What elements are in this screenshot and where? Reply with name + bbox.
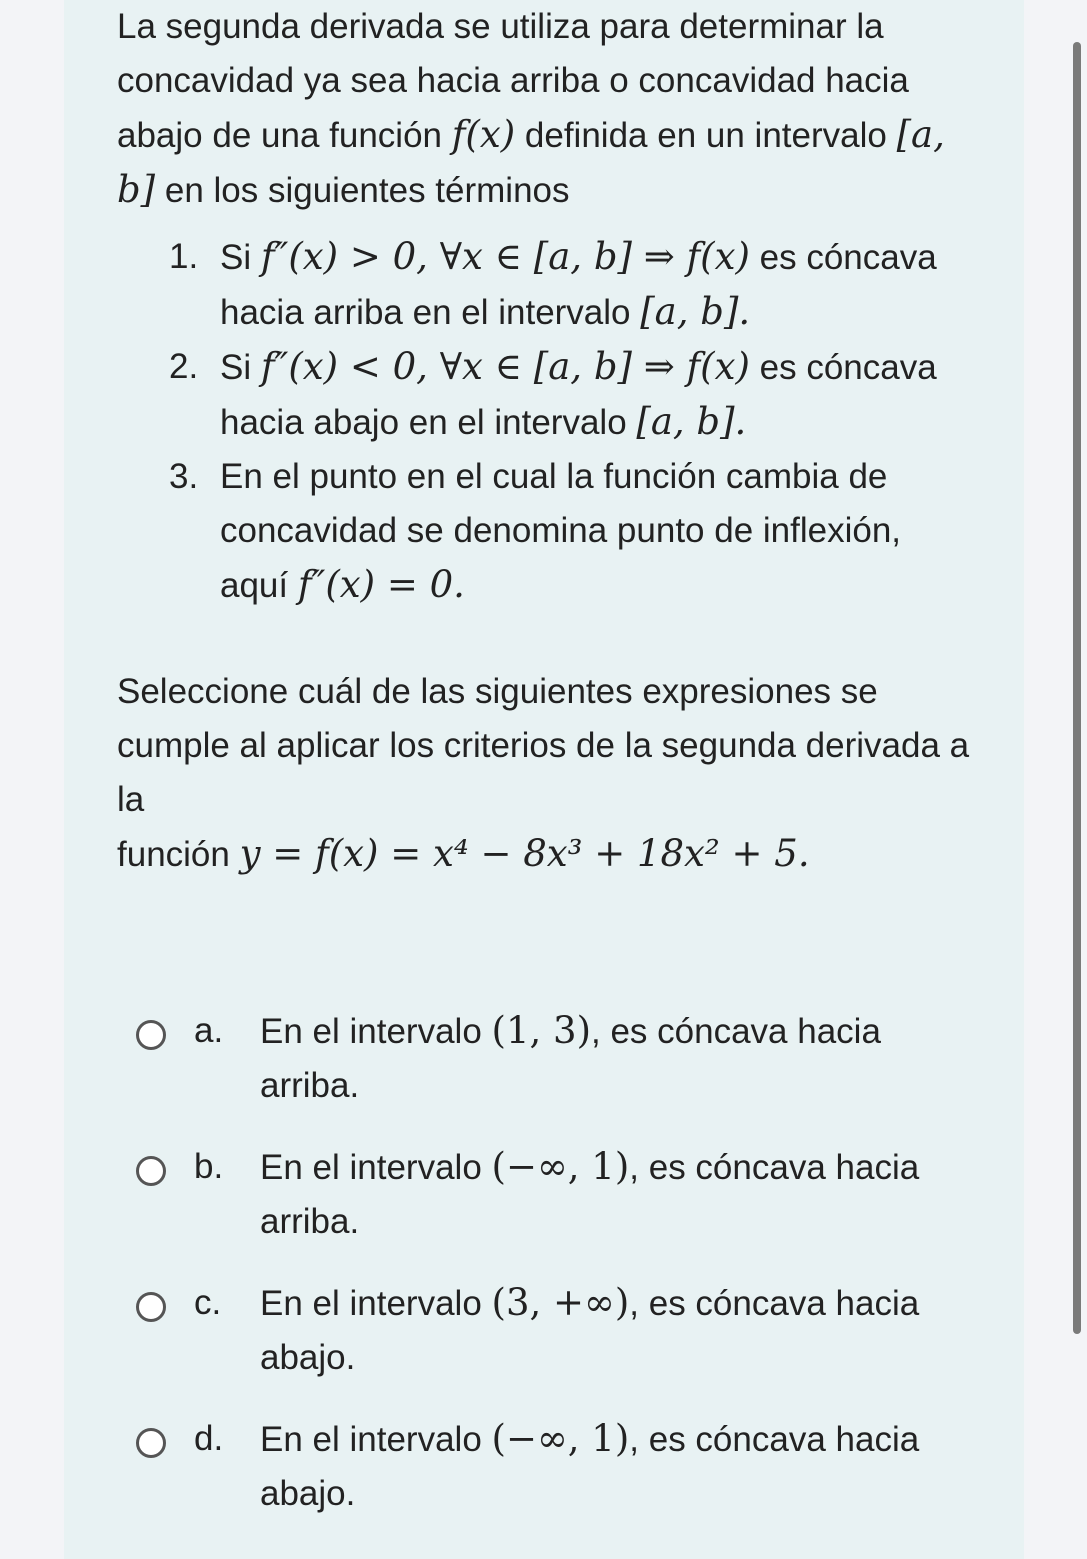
option-text[interactable] <box>260 1276 980 1385</box>
criterion-number: 3. <box>169 457 199 496</box>
option-letter: b. <box>194 1147 224 1186</box>
radio-option-c[interactable] <box>136 1292 166 1322</box>
option-post: , es cóncava hacia abajo. <box>260 1284 920 1377</box>
criterion-2 <box>117 340 977 450</box>
option-interval: (−∞, 1) <box>491 1417 630 1460</box>
option-text[interactable] <box>260 1412 980 1521</box>
option-c[interactable] <box>136 1276 996 1412</box>
scrollbar[interactable] <box>1073 42 1081 1334</box>
radio-option-a[interactable] <box>136 1020 166 1050</box>
criterion-math: f″(x) < 0, ∀x ∈ [a, b] ⇒ f(x) <box>260 345 750 388</box>
radio-option-d[interactable] <box>136 1428 166 1458</box>
question-function: y = f(x) = x⁴ − 8x³ + 18x² + 5. <box>239 832 810 875</box>
criterion-number: 2. <box>169 347 199 386</box>
option-b[interactable] <box>136 1140 996 1276</box>
criterion-math: f″(x) = 0. <box>297 563 465 606</box>
radio-option-b[interactable] <box>136 1156 166 1186</box>
criterion-post: es cóncava hacia abajo en el intervalo <box>220 348 937 442</box>
option-d[interactable] <box>136 1412 996 1548</box>
criterion-pre: Si <box>220 238 252 277</box>
option-text[interactable] <box>260 1004 980 1113</box>
criterion-number: 1. <box>169 237 199 276</box>
option-pre: En el intervalo <box>260 1012 482 1051</box>
option-a[interactable] <box>136 1004 996 1140</box>
option-post: , es cóncava hacia arriba. <box>260 1012 881 1105</box>
option-interval: (1, 3) <box>491 1009 592 1052</box>
option-pre: En el intervalo <box>260 1148 482 1187</box>
option-letter: d. <box>194 1419 224 1458</box>
option-post: , es cóncava hacia arriba. <box>260 1148 920 1241</box>
option-text[interactable] <box>260 1140 980 1249</box>
intro-line3: en los siguientes términos <box>164 171 570 210</box>
question-body: Seleccione cuál de las siguientes expresiones se cumple al aplicar los criterios de la segunda derivada a la <box>117 672 970 819</box>
criterion-1 <box>117 230 977 340</box>
intro-line1: La segunda derivada se utiliza para determinar la concavidad ya sea hacia arriba o concavidad hacia abajo de una función <box>117 7 909 155</box>
option-letter: c. <box>194 1283 222 1322</box>
option-pre: En el intervalo <box>260 1420 482 1459</box>
option-interval: (−∞, 1) <box>491 1145 630 1188</box>
criterion-interval: [a, b]. <box>636 400 747 443</box>
question-text <box>117 665 977 882</box>
option-letter: a. <box>194 1011 224 1050</box>
criteria-list <box>117 230 977 613</box>
criterion-pre: Si <box>220 348 252 387</box>
intro-fx: f(x) <box>451 113 516 156</box>
option-interval: (3, +∞) <box>491 1281 630 1324</box>
question-content <box>117 0 977 882</box>
answer-options <box>136 1004 996 1548</box>
criterion-math: f″(x) > 0, ∀x ∈ [a, b] ⇒ f(x) <box>260 235 750 278</box>
intro-line2: definida en un intervalo <box>524 116 887 155</box>
criterion-interval: [a, b]. <box>640 290 751 333</box>
intro-interval: [a, b] <box>117 113 945 211</box>
option-pre: En el intervalo <box>260 1284 482 1323</box>
intro-paragraph <box>117 0 977 218</box>
question-prefix: función <box>117 835 230 874</box>
criterion-post: es cóncava hacia arriba en el intervalo <box>220 238 937 332</box>
criterion-3 <box>117 450 977 613</box>
option-post: , es cóncava hacia abajo. <box>260 1420 920 1513</box>
criterion-pre: En el punto en el cual la función cambia de concavidad se denomina punto de inflexión, aquí <box>220 457 902 605</box>
